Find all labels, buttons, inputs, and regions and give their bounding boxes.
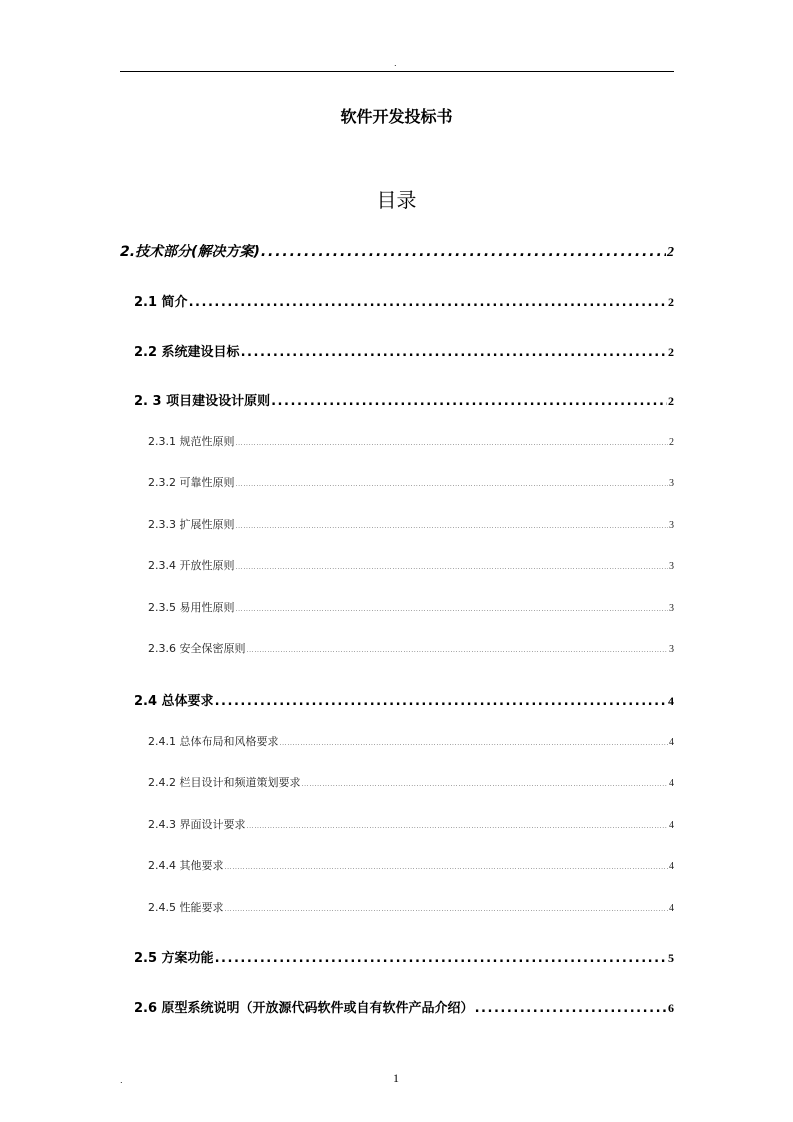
toc-entry-label: 2.3.4 开放性原则 bbox=[148, 559, 235, 572]
toc-entry-2-4-1[interactable] bbox=[148, 733, 674, 749]
dot-leader bbox=[236, 476, 669, 489]
dot-leader bbox=[236, 601, 669, 614]
header-rule bbox=[120, 71, 674, 72]
toc-entry-page: 3 bbox=[669, 644, 674, 655]
dot-leader bbox=[271, 394, 667, 409]
toc-entry-2[interactable] bbox=[120, 241, 674, 261]
toc-entry-page: 2 bbox=[668, 295, 674, 309]
dot-leader bbox=[236, 435, 669, 448]
dot-leader bbox=[236, 559, 669, 572]
toc-entry-label: 2.5 方案功能 bbox=[134, 951, 214, 966]
page-number: 1 bbox=[393, 1071, 399, 1085]
toc-entry-2-3[interactable] bbox=[134, 390, 674, 409]
toc-entry-2-4-3[interactable] bbox=[148, 816, 674, 832]
toc-entry-page: 2 bbox=[669, 437, 674, 448]
dot-leader bbox=[247, 642, 669, 655]
toc-entry-page: 4 bbox=[669, 820, 674, 831]
toc-entry-page: 6 bbox=[668, 1001, 674, 1015]
toc-entry-2-3-5[interactable] bbox=[148, 599, 674, 615]
toc-entry-page: 2 bbox=[667, 245, 674, 260]
toc-entry-label: 2.3.6 安全保密原则 bbox=[148, 642, 246, 655]
toc-entry-label: 2.4.2 栏目设计和频道策划要求 bbox=[148, 776, 301, 789]
toc-entry-2-5[interactable] bbox=[134, 947, 674, 966]
toc-entry-2-1[interactable] bbox=[134, 291, 674, 310]
toc-entry-2-3-1[interactable] bbox=[148, 433, 674, 449]
dot-leader bbox=[261, 244, 666, 260]
footer-mark: . bbox=[120, 1076, 123, 1085]
toc-entry-label: 2.3.3 扩展性原则 bbox=[148, 518, 235, 531]
toc-entry-page: 5 bbox=[668, 951, 674, 965]
toc-entry-label: 2.3.2 可靠性原则 bbox=[148, 476, 235, 489]
toc-entry-page: 2 bbox=[668, 394, 674, 408]
toc-entry-2-4-5[interactable] bbox=[148, 899, 674, 915]
toc-entry-label: 2.6 原型系统说明（开放源代码软件或自有软件产品介绍） bbox=[134, 1001, 474, 1016]
toc-entry-2-4[interactable] bbox=[134, 690, 674, 709]
toc-entry-2-3-4[interactable] bbox=[148, 557, 674, 573]
toc-entry-label: 2.1 简介 bbox=[134, 295, 188, 310]
toc-entry-2-3-2[interactable] bbox=[148, 474, 674, 490]
dot-leader bbox=[225, 901, 669, 914]
toc-entry-page: 3 bbox=[669, 478, 674, 489]
toc-entry-label: 2. 3 项目建设设计原则 bbox=[134, 394, 271, 409]
dot-leader bbox=[189, 295, 667, 310]
dot-leader bbox=[302, 776, 669, 789]
document-title: 软件开发投标书 bbox=[340, 107, 453, 126]
toc-entry-page: 3 bbox=[669, 520, 674, 531]
toc-entry-label: 2.4 总体要求 bbox=[134, 694, 214, 709]
dot-leader bbox=[236, 518, 669, 531]
dot-leader bbox=[215, 951, 667, 966]
toc-entry-2-4-4[interactable] bbox=[148, 857, 674, 873]
toc-entry-label: 2.技术部分(解决方案) bbox=[120, 244, 260, 260]
dot-leader bbox=[241, 345, 667, 360]
toc-entry-label: 2.4.4 其他要求 bbox=[148, 859, 224, 872]
toc-entry-2-3-6[interactable] bbox=[148, 640, 674, 656]
dot-leader bbox=[475, 1001, 667, 1016]
toc-entry-page: 4 bbox=[669, 778, 674, 789]
toc-entry-page: 2 bbox=[668, 345, 674, 359]
toc-entry-page: 4 bbox=[669, 861, 674, 872]
toc-entry-2-6[interactable] bbox=[134, 997, 674, 1016]
toc-entry-page: 3 bbox=[669, 561, 674, 572]
dot-leader bbox=[225, 859, 669, 872]
header-mark: . bbox=[394, 59, 397, 68]
toc-entry-label: 2.4.1 总体布局和风格要求 bbox=[148, 735, 279, 748]
toc-entry-label: 2.3.1 规范性原则 bbox=[148, 435, 235, 448]
toc-entry-page: 3 bbox=[669, 603, 674, 614]
toc-entry-page: 4 bbox=[669, 737, 674, 748]
toc-entry-2-3-3[interactable] bbox=[148, 516, 674, 532]
toc-entry-page: 4 bbox=[669, 903, 674, 914]
dot-leader bbox=[215, 694, 667, 709]
dot-leader bbox=[280, 735, 669, 748]
toc-entry-2-4-2[interactable] bbox=[148, 774, 674, 790]
toc-heading: 目录 bbox=[376, 188, 417, 212]
toc-entry-label: 2.4.3 界面设计要求 bbox=[148, 818, 246, 831]
toc-entry-label: 2.3.5 易用性原则 bbox=[148, 601, 235, 614]
toc-entry-label: 2.2 系统建设目标 bbox=[134, 345, 240, 360]
toc-entry-label: 2.4.5 性能要求 bbox=[148, 901, 224, 914]
toc-entry-page: 4 bbox=[668, 694, 674, 708]
toc-entry-2-2[interactable] bbox=[134, 341, 674, 360]
dot-leader bbox=[247, 818, 669, 831]
